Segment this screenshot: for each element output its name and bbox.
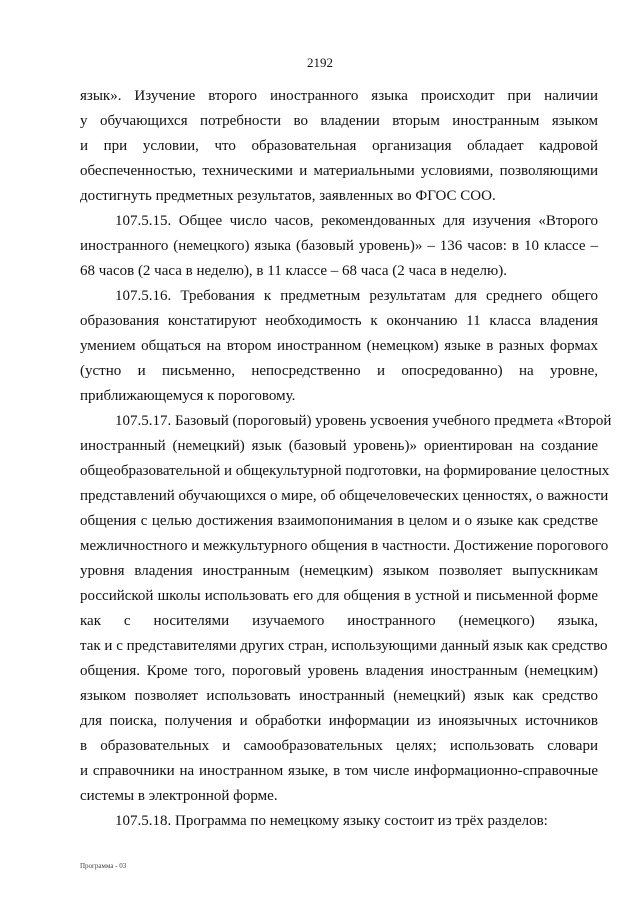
text-line: языком позволяет использовать иностранный (немецкий) язык как средство [80, 688, 598, 704]
text-line: в образовательных и самообразовательных целях; использовать словари [80, 738, 598, 754]
text-line: общеобразовательной и общекультурной подготовки, на формирование целостных [80, 463, 610, 479]
text-line: и при условии, что образовательная организация обладает кадровой [80, 138, 598, 154]
text-line: язык». Изучение второго иностранного языка происходит при наличии [80, 88, 598, 104]
text-line: 68 часов (2 часа в неделю), в 11 классе – 68 часа (2 часа в неделю). [80, 263, 507, 279]
text-line: 107.5.16. Требования к предметным результатам для среднего общего [115, 288, 598, 304]
text-line: умением общаться на втором иностранном (немецком) языке в разных формах [80, 338, 598, 354]
text-line: для поиска, получения и обработки информации из иноязычных источников [80, 713, 598, 729]
text-line: образования констатируют необходимость к окончанию 11 класса владения [80, 313, 598, 329]
text-line: 107.5.18. Программа по немецкому языку состоит из трёх разделов: [115, 813, 548, 829]
text-line: так и с представителями других стран, использующими данный язык как средство [80, 638, 608, 654]
text-line: приближающемуся к пороговому. [80, 388, 296, 404]
text-line: 107.5.15. Общее число часов, рекомендованных для изучения «Второго [115, 213, 598, 229]
text-line: достигнуть предметных результатов, заявленных во ФГОС СОО. [80, 188, 496, 204]
text-line: у обучающихся потребности во владении вторым иностранным языком [80, 113, 598, 129]
text-line: иностранного (немецкого) языка (базовый уровень)» – 136 часов: в 10 классе – [80, 238, 598, 254]
text-line: иностранный (немецкий) язык (базовый уровень)» ориентирован на создание [80, 438, 598, 454]
text-line: общения с целью достижения взаимопонимания в целом и о языке как средстве [80, 513, 598, 529]
text-line: системы в электронной форме. [80, 788, 278, 804]
text-line: уровня владения иностранным (немецким) языком позволяет выпускникам [80, 563, 598, 579]
text-line: представлений обучающихся о мире, об общечеловеческих ценностях, о важности [80, 488, 609, 504]
text-line: (устно и письменно, непосредственно и опосредованно) на уровне, [80, 363, 598, 379]
page-footer: Программа - 03 [80, 862, 127, 870]
text-line: межличностного и межкультурного общения в частности. Достижение порогового [80, 538, 609, 554]
text-line: общения. Кроме того, пороговый уровень владения иностранным (немецким) [80, 663, 598, 679]
text-line: обеспеченностью, техническими и материальными условиями, позволяющими [80, 163, 598, 179]
text-line: 107.5.17. Базовый (пороговый) уровень усвоения учебного предмета «Второй [115, 413, 612, 429]
text-line: как с носителями изучаемого иностранного (немецкого) языка, [80, 613, 598, 629]
page-number: 2192 [307, 55, 333, 70]
text-line: и справочники на иностранном языке, в том числе информационно-справочные [80, 763, 598, 779]
body-text [80, 84, 612, 834]
text-line: российской школы использовать его для общения в устной и письменной форме [80, 588, 598, 604]
